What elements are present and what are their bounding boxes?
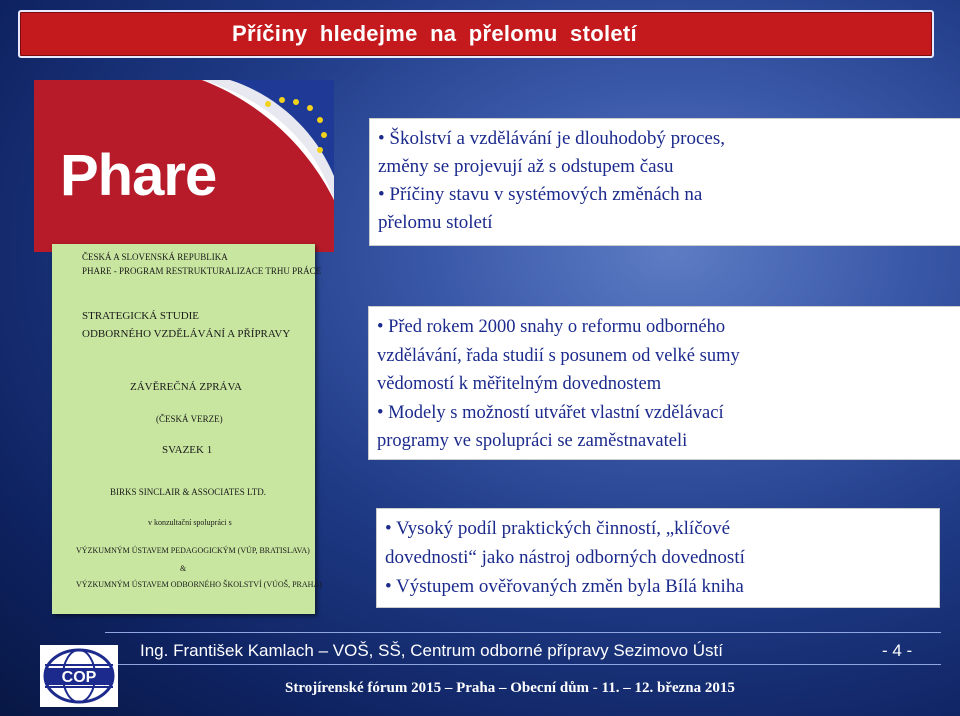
- cover-line: PHARE - PROGRAM RESTRUKTURALIZACE TRHU PRÁCE: [82, 266, 322, 276]
- footer-divider: [105, 664, 941, 665]
- bullet-line: • Výstupem ověřovaných změn byla Bílá kniha: [385, 576, 744, 597]
- bullet-line: změny se projevují až s odstupem času: [378, 156, 674, 177]
- text-box-education: [369, 118, 960, 246]
- cover-line: ČESKÁ A SLOVENSKÁ REPUBLIKA: [82, 252, 228, 262]
- bullet-line: vzdělávání, řada studií s posunem od velké sumy: [377, 345, 740, 366]
- slide-title: Příčiny hledejme na přelomu století: [232, 21, 637, 46]
- cover-line: ODBORNÉHO VZDĚLÁVÁNÍ A PŘÍPRAVY: [82, 328, 291, 340]
- bullet-line: vědomostí k měřitelným dovednostem: [377, 374, 662, 394]
- cover-line: BIRKS SINCLAIR & ASSOCIATES LTD.: [110, 487, 266, 497]
- bullet-line: přelomu století: [378, 212, 493, 233]
- bullet-line: • Vysoký podíl praktických činností, „klíčové: [385, 518, 731, 539]
- cover-line: VÝZKUMNÝM ÚSTAVEM PEDAGOGICKÝM (VÚP, BRATISLAVA): [76, 546, 310, 555]
- text-box-outcome: [376, 508, 940, 608]
- cover-line: VÝZKUMNÝM ÚSTAVEM ODBORNÉHO ŠKOLSTVÍ (VÚOŠ, PRAHA): [76, 580, 322, 589]
- study-cover: [52, 244, 322, 614]
- bullet-line: • Školství a vzdělávání je dlouhodobý proces,: [378, 128, 726, 149]
- cover-line: &: [180, 564, 187, 573]
- cover-line: SVAZEK 1: [162, 444, 213, 456]
- bullet-line: • Před rokem 2000 snahy o reformu odborného: [377, 317, 726, 337]
- footer-divider: [105, 632, 941, 633]
- cover-line: STRATEGICKÁ STUDIE: [82, 310, 200, 322]
- text-box-reform: [368, 306, 960, 460]
- footer-author: Ing. František Kamlach – VOŠ, SŠ, Centrum odborné přípravy Sezimovo Ústí: [140, 641, 723, 660]
- cover-line: v konzultační spolupráci s: [148, 518, 232, 527]
- bullet-line: programy ve spolupráci se zaměstnavateli: [377, 431, 688, 451]
- bullet-line: • Modely s možností utvářet vlastní vzdělávací: [377, 402, 724, 423]
- bullet-line: dovednosti“ jako nástroj odborných dovedností: [385, 547, 745, 568]
- phare-logo-text: Phare: [60, 143, 217, 208]
- cop-logo: [40, 645, 118, 707]
- bullet-line: • Příčiny stavu v systémových změnách na: [378, 184, 703, 205]
- cover-line: ZÁVĚREČNÁ ZPRÁVA: [130, 381, 242, 393]
- phare-logo: [34, 80, 334, 252]
- page-number: - 4 -: [882, 641, 913, 660]
- cop-logo-text: COP: [61, 669, 97, 686]
- cover-line: (ČESKÁ VERZE): [156, 414, 223, 424]
- footer-event: Strojírenské fórum 2015 – Praha – Obecní dům - 11. – 12. března 2015: [285, 680, 735, 696]
- title-bar: [18, 10, 934, 58]
